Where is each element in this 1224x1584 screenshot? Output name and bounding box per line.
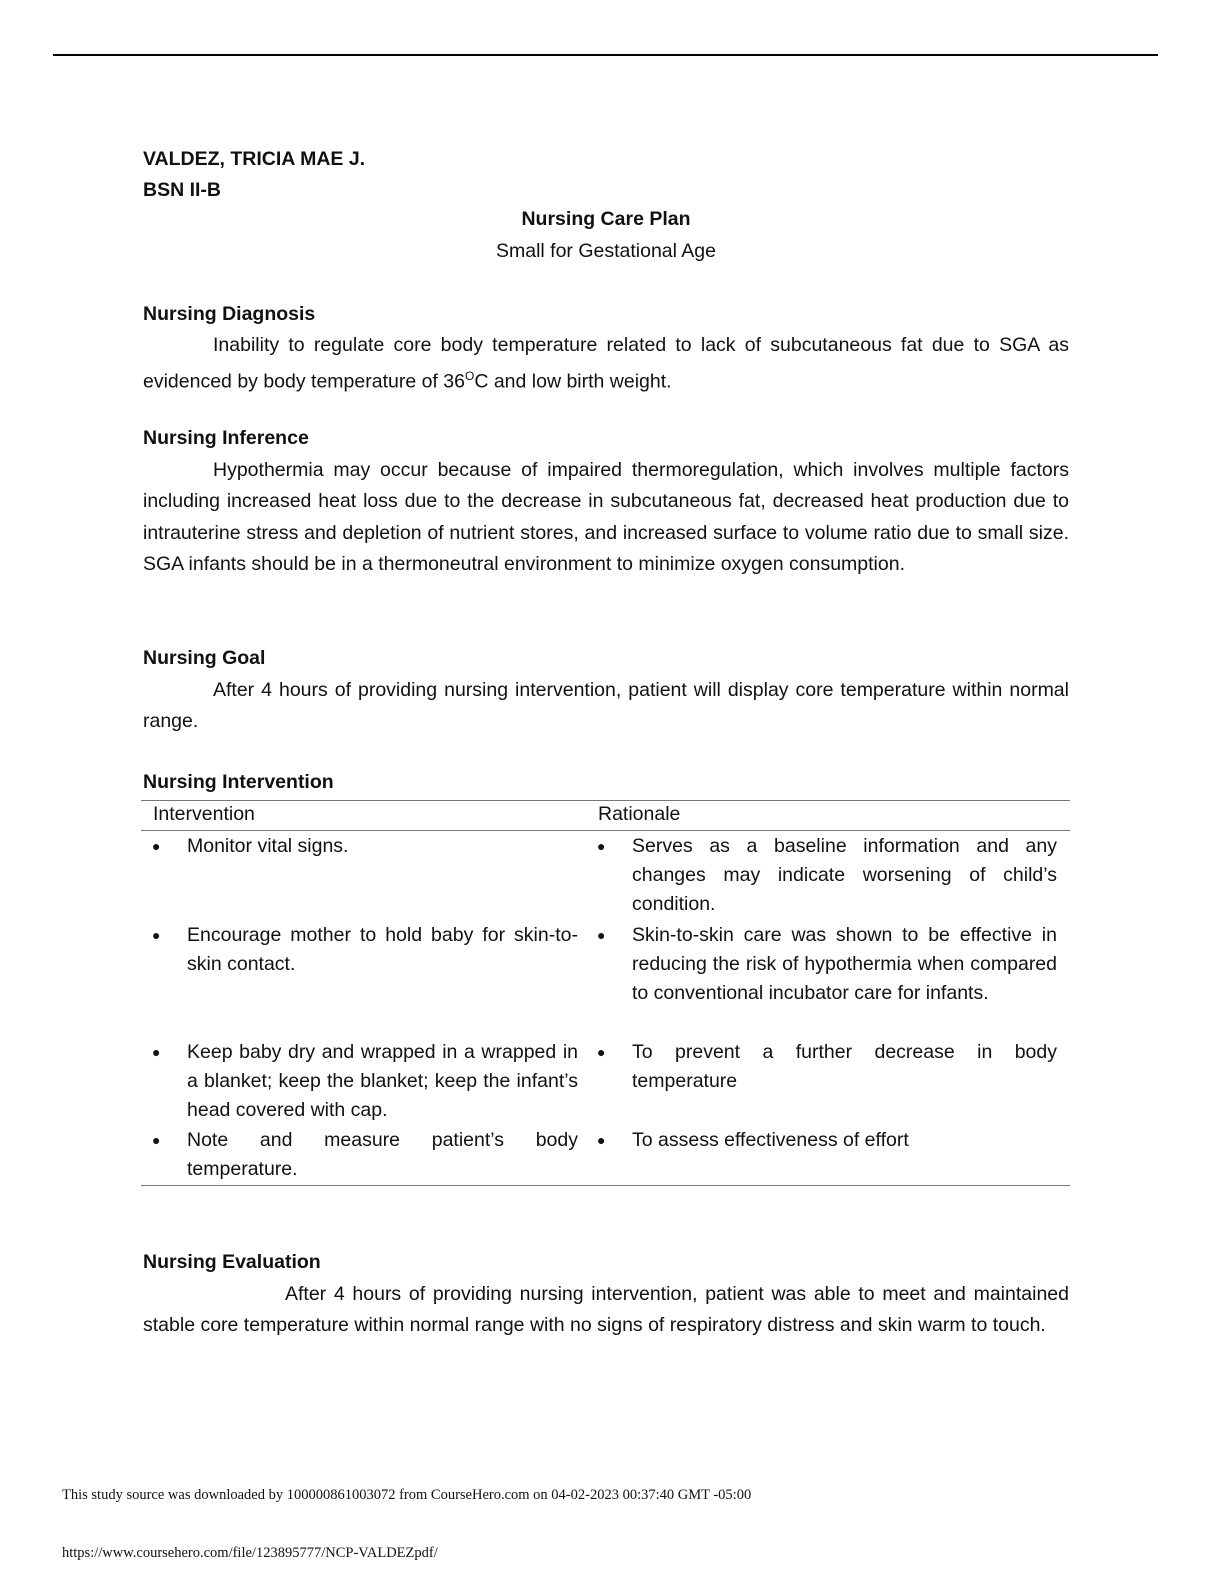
source-url[interactable]: https://www.coursehero.com/file/123895777/NCP-VALDEZpdf/ (62, 1545, 438, 1561)
rationale-cell: Skin-to-skin care was shown to be effective in reducing the risk of hypothermia when compared to conventional incubator care for infants. (632, 924, 1057, 1004)
column-header-intervention: Intervention (153, 803, 255, 825)
table-bottom-rule (141, 1185, 1070, 1186)
degree-superscript: O (464, 369, 475, 384)
bullet-icon: ● (152, 927, 161, 943)
top-rule (53, 54, 1158, 56)
intervention-cell: Keep baby dry and wrapped in a wrapped in a blanket; keep the blanket; keep the infant’s head covered with cap. (187, 1041, 578, 1121)
intervention-heading: Nursing Intervention (143, 771, 334, 793)
inference-text: Hypothermia may occur because of impaired thermoregulation, which involves multiple factors including increased heat loss due to the decrease in subcutaneous fat, decreased heat production due to intrauterine stress and depletion of nutrient stores, and increased surface to volume ratio due to small size. SGA infants should be in a thermoneutral environment to minimize oxygen consumption. (143, 459, 1069, 575)
diagnosis-text (143, 330, 1069, 398)
intervention-cell: Monitor vital signs. (187, 835, 349, 857)
diagnosis-heading: Nursing Diagnosis (143, 303, 316, 325)
bullet-icon: ● (597, 1044, 606, 1060)
rationale-cell: Serves as a baseline information and any changes may indicate worsening of child’s condition. (632, 835, 1057, 915)
intervention-cell: Note and measure patient’s body temperature. (187, 1129, 578, 1180)
table-header-rule (141, 830, 1070, 831)
student-name: VALDEZ, TRICIA MAE J. (143, 148, 366, 170)
download-note: This study source was downloaded by 100000861003072 from CourseHero.com on 04-02-2023 00:37:40 GMT -05:00 (62, 1487, 752, 1503)
diagnosis-text-main: Inability to regulate core body temperature related to lack of subcutaneous fat due to SGA as evidenced by body temperature of 36 (143, 334, 1069, 393)
inference-heading: Nursing Inference (143, 427, 309, 449)
table-top-rule (141, 800, 1070, 801)
rationale-cell: To assess effectiveness of effort (632, 1129, 909, 1151)
bullet-icon: ● (152, 1044, 161, 1060)
evaluation-heading: Nursing Evaluation (143, 1251, 321, 1273)
student-section: BSN II-B (143, 179, 221, 201)
bullet-icon: ● (597, 838, 606, 854)
rationale-cell: To prevent a further decrease in body temperature (632, 1041, 1057, 1092)
document-title: Nursing Care Plan (521, 208, 691, 230)
column-header-rationale: Rationale (598, 803, 681, 825)
evaluation-text: After 4 hours of providing nursing intervention, patient was able to meet and maintained stable core temperature within normal range with no signs of respiratory distress and skin warm to touch. (143, 1283, 1069, 1337)
bullet-icon: ● (597, 927, 606, 943)
bullet-icon: ● (152, 1132, 161, 1148)
intervention-cell: Encourage mother to hold baby for skin-to-skin contact. (187, 924, 578, 975)
goal-heading: Nursing Goal (143, 647, 266, 669)
diagnosis-text-end: C and low birth weight. (474, 370, 672, 393)
bullet-icon: ● (597, 1132, 606, 1148)
bullet-icon: ● (152, 838, 161, 854)
document-subtitle: Small for Gestational Age (495, 240, 717, 262)
goal-text: After 4 hours of providing nursing intervention, patient will display core temperature within normal range. (143, 679, 1069, 733)
